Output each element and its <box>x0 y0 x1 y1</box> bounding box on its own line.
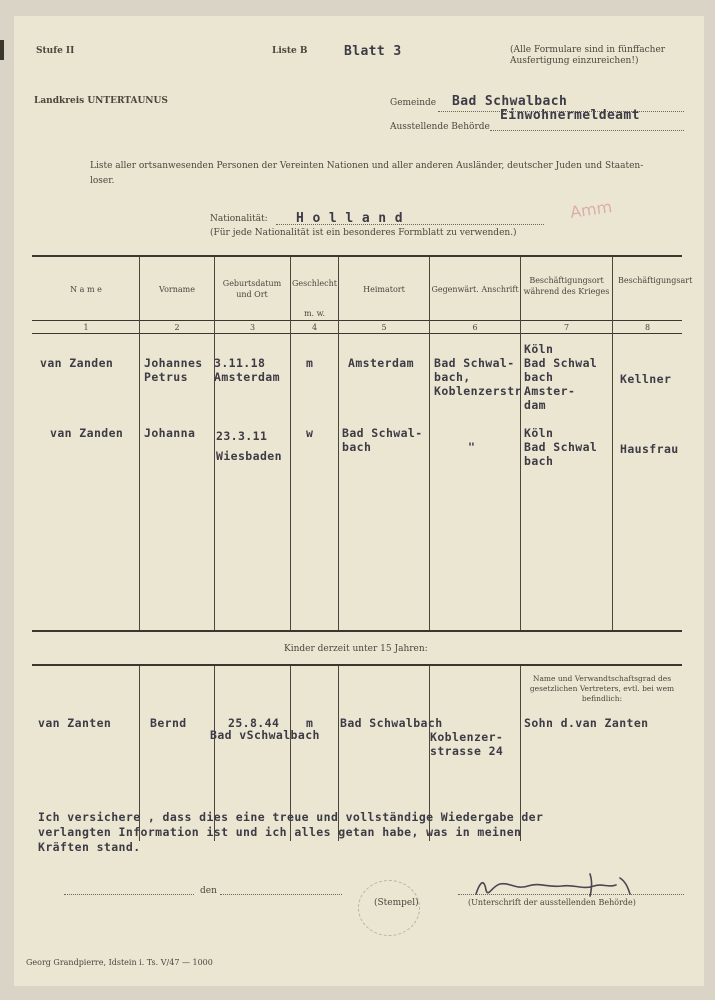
header-vorname: Vorname <box>159 285 195 294</box>
declaration-line3: Kräften stand. <box>38 840 141 854</box>
nationality-label: Nationalität: <box>210 214 268 224</box>
nationality-dotted-line <box>276 224 544 225</box>
gemeinde-label: Gemeinde <box>390 98 437 108</box>
place-dotted-line <box>64 894 194 895</box>
col-divider-4 <box>338 257 339 630</box>
gemeinde-value: Bad Schwalbach <box>452 94 568 109</box>
children-title: Kinder derzeit unter 15 Jahren: <box>284 644 428 654</box>
date-dotted-line <box>220 894 342 895</box>
row1-anschrift: Bad Schwal- bach, Koblenzerstr. <box>434 356 530 398</box>
landkreis-label: Landkreis UNTERTAUNUS <box>34 96 168 106</box>
faded-stamp <box>358 880 420 936</box>
header-geschlecht: Geschlecht <box>291 279 337 288</box>
row1-heimatort: Amsterdam <box>348 356 414 370</box>
copies-note-line2: Ausfertigung einzureichen!) <box>510 56 639 66</box>
row1-beschaeftigungsart: Kellner <box>620 372 672 386</box>
child-geschlecht: m <box>306 716 314 730</box>
behoerde-label: Ausstellende Behörde <box>390 122 490 132</box>
binding-mark <box>0 40 4 60</box>
declaration-line1: Ich versichere , dass dies eine treue und vollständige Wiedergabe der <box>38 810 544 824</box>
child-geburt-place: Bad vSchwalbach <box>210 728 320 742</box>
header-anschrift: Gegenwärt. Anschrift <box>431 285 519 294</box>
col-num-1: 1 <box>83 323 89 332</box>
nationality-note: (Für jede Nationalität ist ein besonderes Formblatt zu verwenden.) <box>210 228 517 238</box>
unterschrift-label: (Unterschrift der ausstellenden Behörde) <box>468 898 636 907</box>
nationality-value: H o l l a n d <box>296 211 403 226</box>
stempel-label: (Stempel) <box>374 898 419 908</box>
blatt-number: Blatt 3 <box>344 44 402 59</box>
col-divider-1 <box>139 257 140 630</box>
header-beschaeftigungsart: Beschäftigungsart <box>618 276 693 285</box>
children-guardian-header: Name und Verwandtschaftsgrad des gesetzlichen Vertreters, evtl. bei wem befindlich: <box>529 674 675 703</box>
row2-vorname: Johanna <box>144 426 196 440</box>
table-main-bottom-border <box>32 630 682 632</box>
col-num-8: 8 <box>644 323 651 332</box>
declaration-line2: verlangten Information ist und ich alles getan habe, was in meinen <box>38 825 522 839</box>
row1-geschlecht: m <box>306 356 314 370</box>
copies-note-line1: (Alle Formulare sind in fünffacher <box>510 45 666 55</box>
table-number-divider <box>32 333 682 334</box>
row2-heimatort: Bad Schwal- bach <box>342 426 423 454</box>
col-num-3: 3 <box>249 323 256 332</box>
row1-vorname: Johannes Petrus <box>144 356 203 384</box>
table-top-border <box>32 255 682 257</box>
intro-line1: Liste aller ortsanwesenden Personen der Vereinten Nationen und aller anderen Ausländer, deutscher Juden und Staaten- <box>90 161 644 171</box>
printer-imprint: Georg Grandpierre, Idstein i. Ts. V/47 — 1000 <box>26 958 213 967</box>
form-sheet <box>14 16 704 986</box>
row1-name: van Zanden <box>40 356 114 370</box>
behoerde-dotted-line <box>490 130 684 131</box>
header-name: N a m e <box>70 285 102 294</box>
stufe-label: Stufe II <box>36 46 75 56</box>
child-geburt-date: 25.8.44 <box>228 716 280 730</box>
intro-line2: loser. <box>90 176 115 186</box>
col-num-6: 6 <box>472 323 478 332</box>
child-heimatort: Bad Schwalbach <box>340 716 443 730</box>
red-handwritten-mark: Amm <box>568 197 614 222</box>
row2-geschlecht: w <box>306 426 314 440</box>
child-vorname: Bernd <box>150 716 187 730</box>
col-divider-5 <box>429 257 430 630</box>
col-num-4: 4 <box>311 323 318 332</box>
row2-name: van Zanden <box>50 426 124 440</box>
handwritten-signature <box>470 868 650 902</box>
row2-anschrift: " <box>468 440 476 454</box>
liste-label: Liste B <box>272 46 308 56</box>
children-section-border <box>32 664 682 666</box>
col-num-5: 5 <box>381 323 387 332</box>
col-num-2: 2 <box>174 323 180 332</box>
header-beschaeftigungsort: Beschäftigungsort während des Krieges <box>523 276 610 296</box>
col-num-7: 7 <box>563 323 570 332</box>
child-name: van Zanten <box>38 716 112 730</box>
row1-beschaeftigungsort: Köln Bad Schwal bach Amster- dam <box>524 342 598 412</box>
behoerde-value: Einwohnermeldeamt <box>500 108 640 123</box>
col-divider-2 <box>214 257 215 630</box>
child-vertreter: Sohn d.van Zanten <box>524 716 649 730</box>
header-geburt: Geburtsdatum und Ort <box>222 279 282 299</box>
header-heimatort: Heimatort <box>363 285 405 294</box>
col-divider-6 <box>520 257 521 630</box>
table-header-divider <box>32 320 682 321</box>
row2-beschaeftigungsort: Köln Bad Schwal bach <box>524 426 598 468</box>
row2-geburt: 23.3.11 Wiesbaden <box>216 429 282 463</box>
den-label: den <box>200 886 217 896</box>
child-anschrift: Koblenzer- strasse 24 <box>430 730 504 758</box>
row1-geburt: 3.11.18 Amsterdam <box>214 356 280 384</box>
row2-beschaeftigungsart: Hausfrau <box>620 442 679 456</box>
col-divider-7 <box>612 257 613 630</box>
header-geschlecht-sub: m. w. <box>303 309 326 318</box>
